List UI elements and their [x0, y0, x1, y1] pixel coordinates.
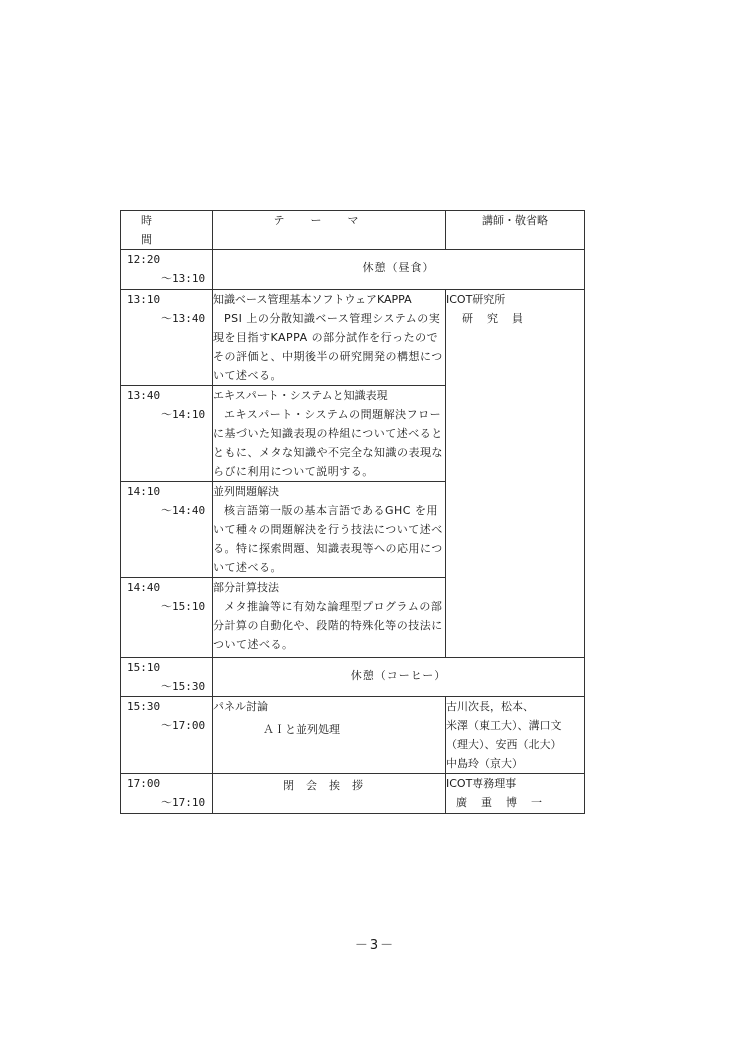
- header-theme: テーマ: [213, 211, 446, 250]
- speaker-org: ICOT研究所: [446, 293, 506, 306]
- panel-speaker: 中島玲（京大）: [446, 757, 523, 770]
- session-description: PSI 上の分散知識ベース管理システムの実現を目指すKAPPA の部分試作を行ったのでその評価と、中期後半の研究開発の構想について述べる。: [213, 312, 443, 382]
- time-cell: [121, 482, 213, 578]
- speaker-cell: [446, 697, 585, 774]
- session-title: パネル討論: [213, 700, 268, 713]
- session-description: メタ推論等に有効な論理型プログラムの部分計算の自動化や、段階的特殊化等の技法について述べる。: [213, 600, 443, 651]
- time-cell: [121, 697, 213, 774]
- end-time: ～14:10: [161, 408, 206, 421]
- header-time: 時間: [121, 211, 213, 250]
- speaker-role: 研究員: [462, 312, 537, 325]
- panel-speaker: 米澤（東工大）、溝口文: [446, 719, 562, 732]
- time-cell: [121, 250, 213, 290]
- speaker-cell: [446, 290, 585, 658]
- speaker-name: 廣重博一: [456, 796, 556, 809]
- table-row: [121, 290, 585, 386]
- time-cell: [121, 386, 213, 482]
- end-time: ～15:10: [161, 600, 206, 613]
- panel-subtitle: ＡＩと並列処理: [263, 723, 340, 736]
- break-label: 休憩（昼食）: [362, 261, 435, 274]
- end-time: ～17:00: [161, 719, 206, 732]
- session-title: 閉会挨拶: [283, 779, 375, 792]
- start-time: 14:10: [127, 485, 161, 498]
- end-time: ～13:10: [161, 272, 206, 285]
- panel-speaker: （理大）、安西（北大）: [446, 738, 562, 751]
- end-time: ～13:40: [161, 312, 206, 325]
- time-cell: [121, 774, 213, 814]
- start-time: 15:10: [127, 661, 161, 674]
- theme-cell: [213, 482, 446, 578]
- page-number: －3－: [354, 938, 396, 953]
- session-title: 部分計算技法: [213, 581, 279, 594]
- start-time: 13:40: [127, 389, 161, 402]
- session-title: エキスパート・システムと知識表現: [213, 389, 388, 402]
- end-time: ～17:10: [161, 796, 206, 809]
- start-time: 14:40: [127, 581, 161, 594]
- end-time: ～15:30: [161, 680, 206, 693]
- speaker-cell: [446, 774, 585, 814]
- start-time: 17:00: [127, 777, 161, 790]
- theme-cell: [213, 290, 446, 386]
- start-time: 15:30: [127, 700, 161, 713]
- table-row: [121, 774, 585, 814]
- break-cell: [213, 658, 585, 697]
- time-cell: [121, 290, 213, 386]
- end-time: ～14:40: [161, 504, 206, 517]
- header-row: [121, 211, 585, 250]
- panel-speaker: 古川次長，松本、: [446, 700, 534, 713]
- session-title: 知識ベース管理基本ソフトウェアKAPPA: [213, 293, 412, 306]
- start-time: 12:20: [127, 253, 161, 266]
- theme-cell: [213, 386, 446, 482]
- theme-cell: [213, 774, 446, 814]
- theme-cell: [213, 697, 446, 774]
- session-title: 並列問題解決: [213, 485, 279, 498]
- theme-cell: [213, 578, 446, 658]
- session-description: エキスパート・システムの問題解決フローに基づいた知識表現の枠組について述べるとともに、メタな知識や不完全な知識の表現ならびに利用について説明する。: [213, 408, 443, 478]
- time-cell: [121, 658, 213, 697]
- time-cell: [121, 578, 213, 658]
- table-row: [121, 250, 585, 290]
- break-cell: [213, 250, 585, 290]
- session-description: 核言語第一版の基本言語であるGHC を用いて種々の問題解決を行う技法について述べる。特に探索問題、知識表現等への応用について述べる。: [213, 504, 443, 574]
- speaker-org: ICOT専務理事: [446, 777, 517, 790]
- table-row: [121, 697, 585, 774]
- schedule-table: [120, 210, 585, 814]
- break-label: 休憩（コーヒー）: [350, 669, 447, 682]
- header-speaker: 講師・敬省略: [446, 211, 585, 250]
- start-time: 13:10: [127, 293, 161, 306]
- table-row: [121, 658, 585, 697]
